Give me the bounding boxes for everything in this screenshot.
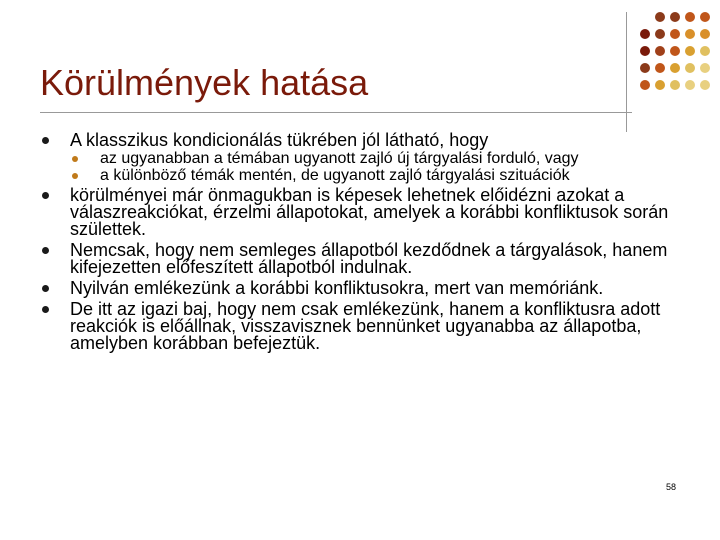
decorative-dot	[655, 12, 665, 22]
decorative-dot	[640, 80, 650, 90]
sub-list-item	[70, 151, 680, 166]
bullet-list	[40, 132, 680, 352]
sub-bullet-icon	[72, 156, 78, 162]
decorative-dot	[685, 46, 695, 56]
list-item-text: Nemcsak, hogy nem semleges állapotból kezdődnek a tárgyalások, hanem kifejezetten előfeszített állapotból indulnak.	[70, 240, 668, 277]
decorative-dot	[700, 29, 710, 39]
sub-bullet-icon	[72, 173, 78, 179]
decorative-dot	[670, 63, 680, 73]
sub-list-item-text: az ugyanabban a témában ugyanott zajló új tárgyalási forduló, vagy	[100, 150, 579, 167]
decorative-dot	[700, 46, 710, 56]
decorative-dot	[670, 46, 680, 56]
list-item	[40, 187, 680, 238]
decorative-dot	[670, 80, 680, 90]
list-item-text: körülményei már önmagukban is képesek lehetnek előidézni azokat a válaszreakciókat, érzelmi állapotokat, amelyek a korábbi konfliktusok során születtek.	[70, 185, 669, 239]
title-divider	[40, 112, 632, 113]
decorative-dot	[640, 63, 650, 73]
decorative-dot	[640, 46, 650, 56]
decorative-dot	[685, 29, 695, 39]
page-number: 58	[665, 482, 676, 492]
list-item	[40, 301, 680, 352]
decorative-dot	[655, 29, 665, 39]
list-item-text: Nyilván emlékezünk a korábbi konfliktusokra, mert van memóriánk.	[70, 278, 604, 298]
decorative-dot	[655, 63, 665, 73]
bullet-icon	[42, 285, 49, 292]
list-item	[40, 242, 680, 276]
bullet-icon	[42, 137, 49, 144]
decorative-dot	[655, 80, 665, 90]
sub-list-item-text: a különböző témák mentén, de ugyanott zajló tárgyalási szituációk	[100, 167, 570, 184]
list-item-text: A klasszikus kondicionálás tükrében jól látható, hogy	[70, 130, 489, 150]
decorative-dot	[640, 29, 650, 39]
decorative-dot	[670, 29, 680, 39]
slide-title: Körülmények hatása	[40, 62, 369, 103]
list-item	[40, 280, 680, 297]
decorative-dot	[685, 63, 695, 73]
list-item-text: De itt az igazi baj, hogy nem csak emlékezünk, hanem a konfliktusra adott reakciók is előállnak, visszavisznek bennünket ugyanabba az állapotba, amelyben korábban befejeztük.	[70, 299, 661, 353]
decorative-dot	[655, 46, 665, 56]
decorative-dot	[700, 80, 710, 90]
bullet-icon	[42, 306, 49, 313]
bullet-icon	[42, 192, 49, 199]
decorative-dot	[700, 63, 710, 73]
sub-list-item	[70, 168, 680, 183]
list-item	[40, 132, 680, 183]
decorative-dot	[685, 80, 695, 90]
decorative-dot	[670, 12, 680, 22]
decorative-dot	[700, 12, 710, 22]
decorative-dot	[685, 12, 695, 22]
corner-divider	[626, 12, 627, 132]
bullet-icon	[42, 247, 49, 254]
